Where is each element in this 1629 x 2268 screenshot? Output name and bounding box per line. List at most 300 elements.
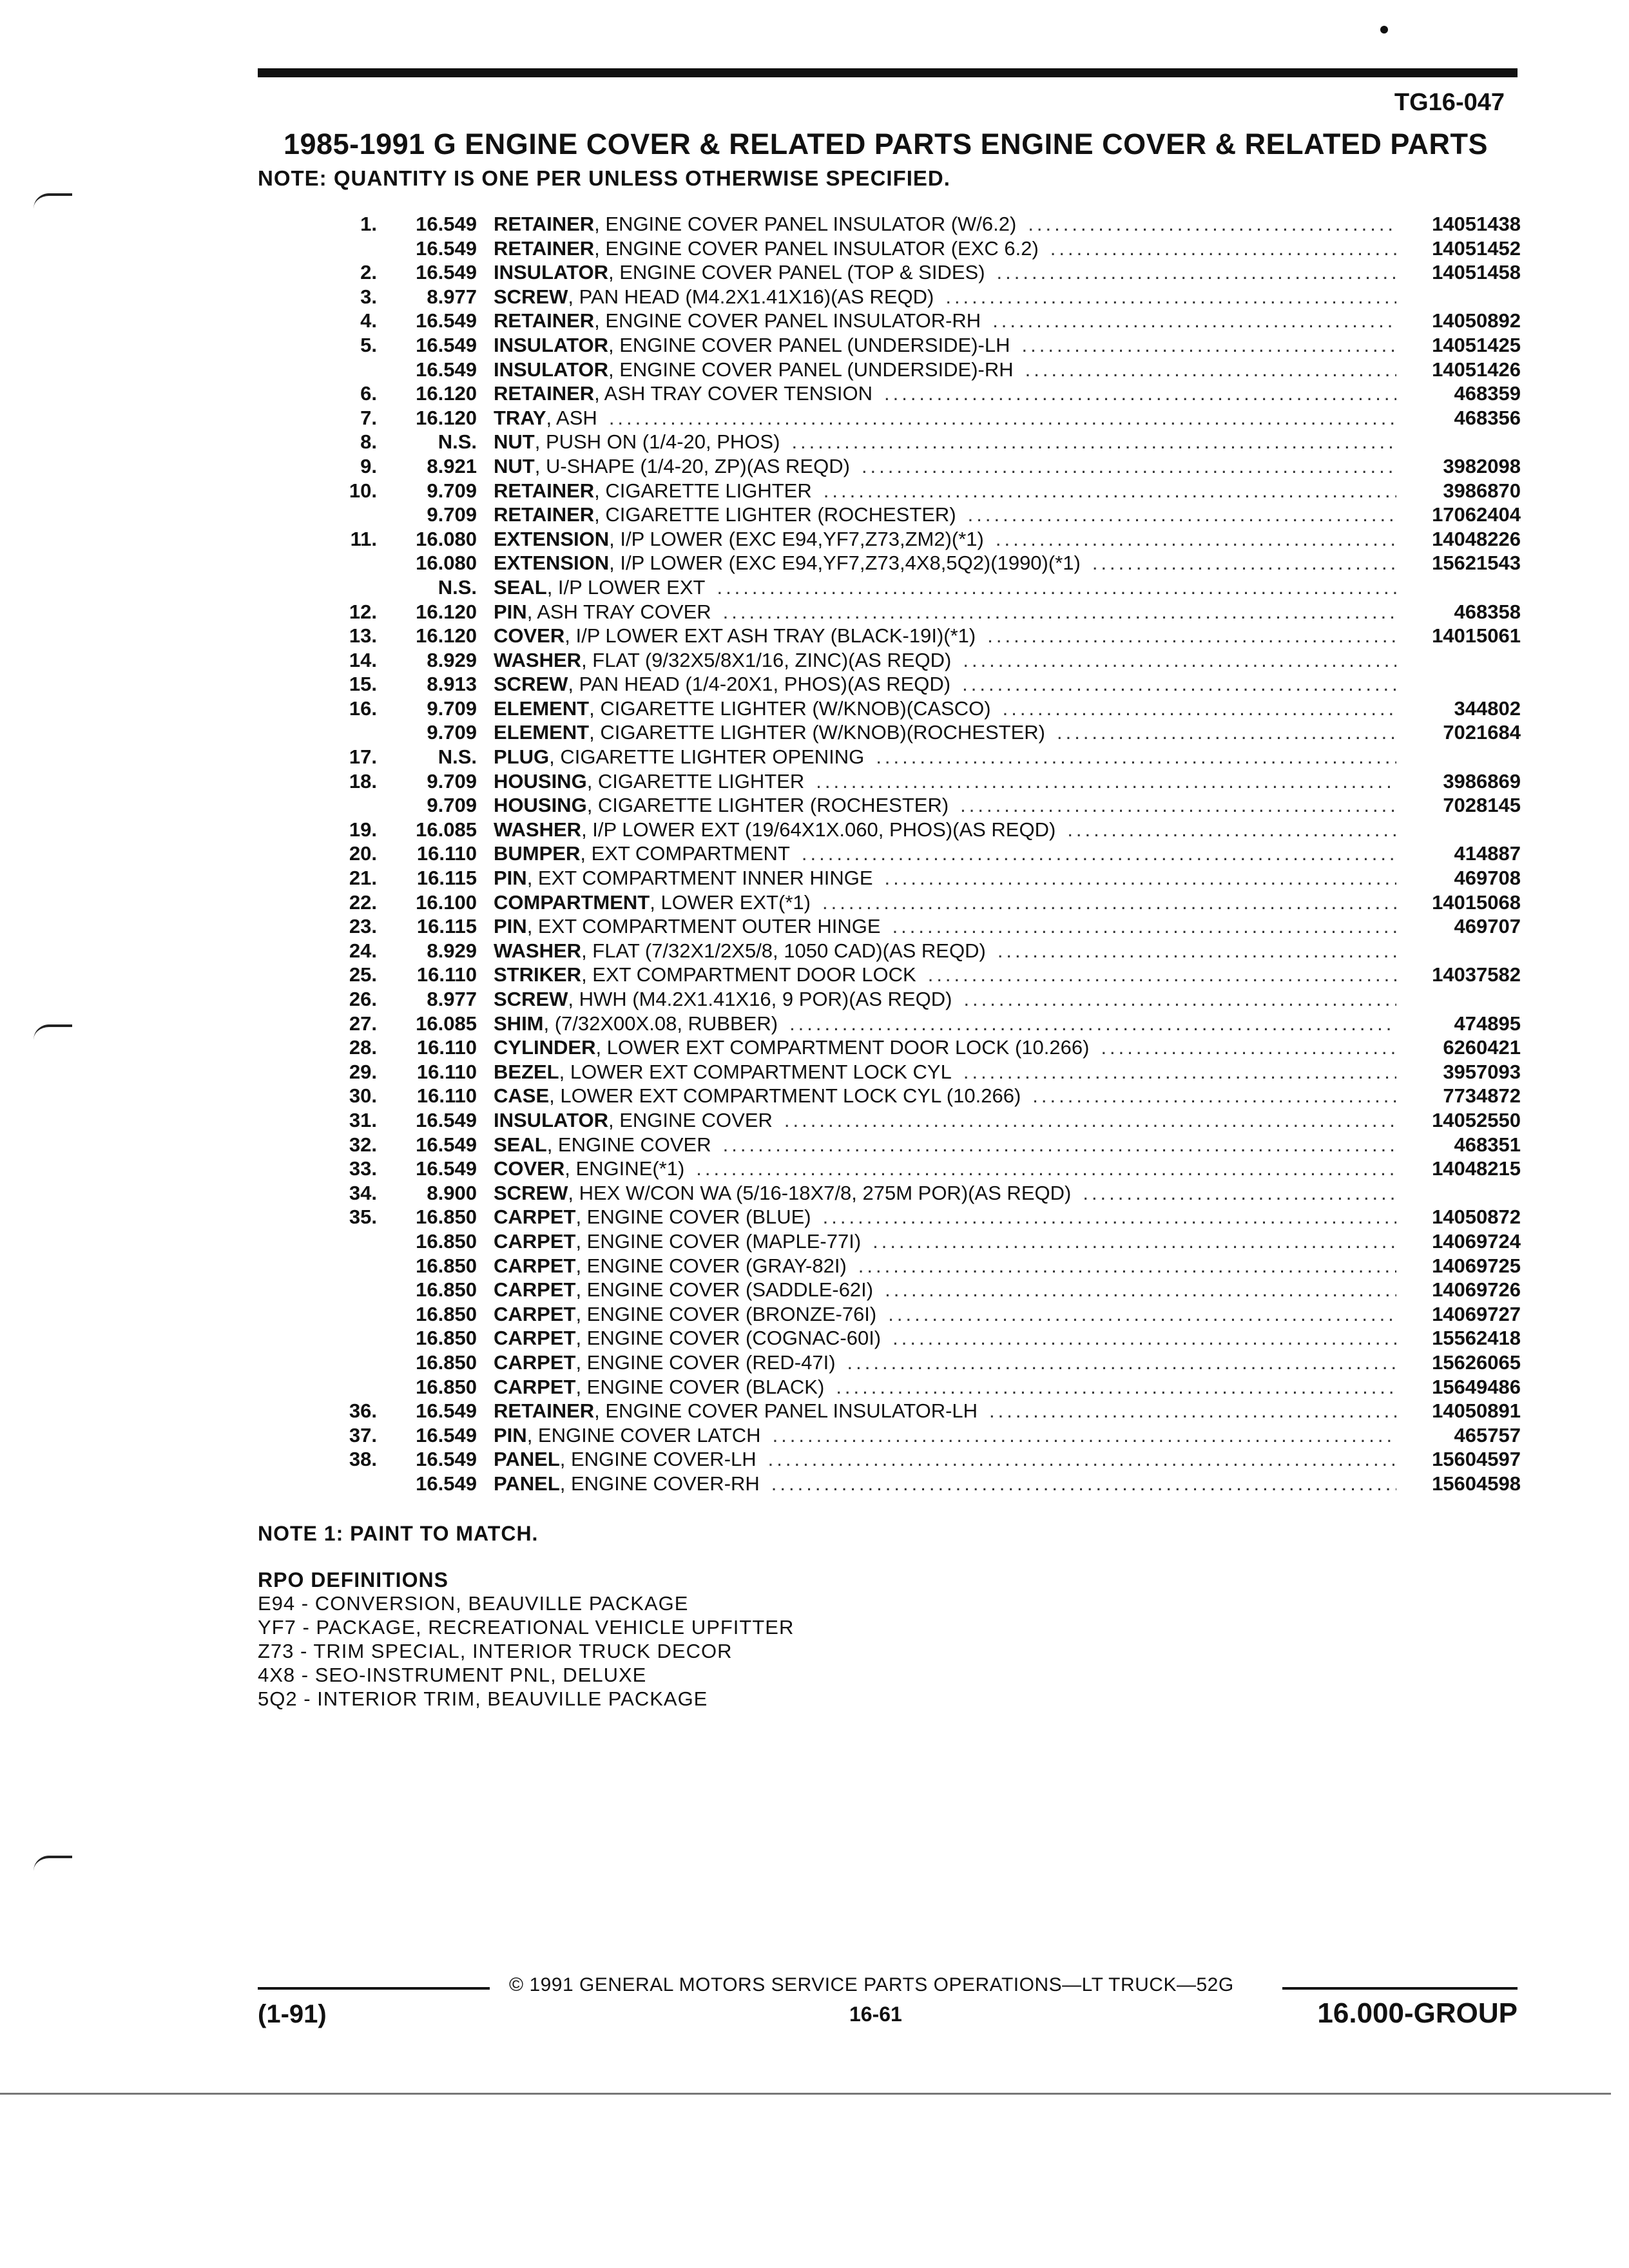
- group-number: 16.850: [416, 1375, 477, 1398]
- part-name: SCREW: [494, 285, 568, 308]
- group-number: 16.549: [416, 333, 477, 356]
- part-number: 465757: [1454, 1423, 1521, 1446]
- leader-dots: [696, 1157, 1396, 1180]
- group-number: 16.115: [416, 915, 477, 938]
- part-name: EXTENSION: [494, 527, 610, 550]
- parts-row: [277, 1157, 1521, 1182]
- leader-dots: [960, 794, 1396, 817]
- part-number: 14051426: [1432, 358, 1521, 381]
- group-number: N.S.: [438, 745, 477, 769]
- rpo-definition: 4X8 - SEO-INSTRUMENT PNL, DELUXE: [258, 1664, 647, 1686]
- group-number: 9.709: [427, 479, 477, 502]
- leader-dots: [791, 430, 1396, 454]
- part-name: SCREW: [494, 1181, 568, 1204]
- part-name: SEAL: [494, 575, 547, 599]
- reference-number: 29.: [349, 1060, 377, 1083]
- leader-dots: [963, 649, 1396, 672]
- part-name: CARPET: [494, 1254, 576, 1277]
- parts-row: [277, 503, 1521, 528]
- parts-row: [277, 455, 1521, 479]
- part-description: [494, 261, 1408, 284]
- group-number: 16.549: [416, 1157, 477, 1180]
- part-detail: , U-SHAPE (1/4-20, ZP)(AS REQD): [534, 454, 850, 477]
- part-detail: , ASH TRAY COVER TENSION: [594, 382, 872, 405]
- part-detail: , CIGARETTE LIGHTER (ROCHESTER): [586, 794, 949, 817]
- reference-number: 9.: [360, 454, 377, 477]
- leader-dots: [876, 745, 1396, 769]
- leader-dots: [824, 479, 1396, 503]
- group-number: 16.549: [416, 1133, 477, 1156]
- part-name: HOUSING: [494, 794, 587, 817]
- part-number: 468356: [1454, 406, 1521, 429]
- parts-row: [277, 261, 1521, 285]
- parts-row: [277, 407, 1521, 431]
- part-description: [494, 1206, 1408, 1229]
- part-number: 468358: [1454, 600, 1521, 623]
- leader-dots: [1032, 1084, 1396, 1108]
- part-detail: , ASH: [546, 406, 597, 429]
- part-description: [494, 1133, 1408, 1157]
- parts-row: [277, 891, 1521, 916]
- leader-dots: [997, 261, 1396, 284]
- leader-dots: [862, 455, 1396, 478]
- part-number: 14051458: [1432, 261, 1521, 284]
- parts-row: [277, 1133, 1521, 1158]
- part-description: [494, 1303, 1408, 1326]
- part-name: RETAINER: [494, 503, 595, 526]
- group-number: 16.850: [416, 1206, 477, 1229]
- part-number: 17062404: [1432, 503, 1521, 526]
- part-detail: , CIGARETTE LIGHTER (W/KNOB)(CASCO): [589, 697, 991, 720]
- part-detail: , ENGINE COVER-LH: [559, 1448, 757, 1471]
- part-name: INSULATOR: [494, 333, 608, 356]
- part-number: 14069725: [1432, 1254, 1521, 1277]
- part-detail: , CIGARETTE LIGHTER (W/KNOB)(ROCHESTER): [589, 721, 1045, 744]
- reference-number: 18.: [349, 769, 377, 793]
- group-number: 8.977: [427, 988, 477, 1010]
- group-number: 16.120: [416, 382, 477, 405]
- top-rule: [258, 68, 1518, 77]
- reference-number: 26.: [349, 988, 377, 1010]
- parts-row: [277, 770, 1521, 794]
- part-description: [494, 407, 1408, 430]
- part-description: [494, 503, 1408, 526]
- part-name: SHIM: [494, 1012, 544, 1035]
- part-name: EXTENSION: [494, 552, 610, 575]
- leader-dots: [1092, 552, 1396, 575]
- group-number: 8.913: [427, 673, 477, 696]
- reference-number: 11.: [350, 527, 377, 550]
- leader-dots: [1028, 213, 1396, 236]
- part-description: [494, 988, 1408, 1011]
- group-number: N.S.: [438, 575, 477, 599]
- reference-number: 34.: [349, 1181, 377, 1204]
- leader-dots: [968, 503, 1396, 526]
- part-description: [494, 842, 1408, 865]
- leader-dots: [885, 867, 1396, 890]
- group-number: 16.850: [416, 1350, 477, 1374]
- part-detail: , ENGINE COVER PANEL (UNDERSIDE)-RH: [608, 358, 1014, 381]
- part-detail: , (7/32X00X.08, RUBBER): [543, 1012, 778, 1035]
- group-number: 16.115: [416, 867, 477, 890]
- part-number: 15604597: [1432, 1448, 1521, 1471]
- part-description: [494, 1012, 1408, 1035]
- reference-number: 30.: [349, 1084, 377, 1108]
- parts-row: [277, 1472, 1521, 1497]
- group-number: 16.549: [416, 1423, 477, 1446]
- leader-dots: [822, 891, 1396, 914]
- parts-row: [277, 528, 1521, 552]
- part-number: 14037582: [1432, 963, 1521, 986]
- part-number: 14050891: [1432, 1399, 1521, 1423]
- bottom-rule: [0, 2093, 1611, 2095]
- part-detail: , ENGINE COVER (GRAY-82I): [575, 1254, 847, 1277]
- part-description: [494, 649, 1408, 672]
- part-number: 15604598: [1432, 1472, 1521, 1495]
- group-number: 16.085: [416, 818, 477, 841]
- part-description: [494, 309, 1408, 332]
- copyright: © 1991 GENERAL MOTORS SERVICE PARTS OPERATIONS—LT TRUCK—52G: [509, 1974, 1234, 1995]
- part-detail: , FLAT (7/32X1/2X5/8, 1050 CAD)(AS REQD): [581, 939, 986, 962]
- footer-rule: [258, 1987, 490, 1990]
- leader-dots: [1083, 1182, 1396, 1205]
- reference-number: 22.: [349, 890, 377, 914]
- parts-row: [277, 818, 1521, 843]
- reference-number: 21.: [349, 867, 377, 890]
- leader-dots: [987, 624, 1396, 648]
- group-number: 16.110: [416, 1036, 477, 1059]
- part-number: 7734872: [1443, 1084, 1521, 1108]
- part-number: 14015061: [1432, 624, 1521, 648]
- part-number: 14069726: [1432, 1278, 1521, 1302]
- rpo-definition: 5Q2 - INTERIOR TRIM, BEAUVILLE PACKAGE: [258, 1687, 708, 1710]
- reference-number: 19.: [349, 818, 377, 841]
- part-detail: , I/P LOWER EXT: [546, 575, 706, 599]
- part-name: BEZEL: [494, 1060, 559, 1083]
- reference-number: 23.: [349, 915, 377, 938]
- group-number: 9.709: [427, 503, 477, 526]
- leader-dots: [1025, 358, 1396, 381]
- part-description: [494, 794, 1408, 817]
- reference-number: 17.: [349, 745, 377, 769]
- group-number: 16.110: [416, 963, 477, 986]
- parts-row: [277, 697, 1521, 722]
- part-name: INSULATOR: [494, 1108, 608, 1131]
- part-name: INSULATOR: [494, 261, 608, 284]
- part-description: [494, 1061, 1408, 1084]
- part-detail: , EXT COMPARTMENT INNER HINGE: [526, 867, 873, 890]
- part-number: 15562418: [1432, 1327, 1521, 1350]
- parts-row: [277, 430, 1521, 455]
- part-number: 468351: [1454, 1133, 1521, 1156]
- part-number: 3957093: [1443, 1060, 1521, 1083]
- leader-dots: [885, 1278, 1396, 1302]
- part-detail: , CIGARETTE LIGHTER: [586, 769, 805, 793]
- part-description: [494, 1157, 1408, 1180]
- parts-row: [277, 963, 1521, 988]
- part-name: COVER: [494, 624, 565, 648]
- part-detail: , ENGINE COVER (RED-47I): [575, 1350, 836, 1374]
- parts-row: [277, 915, 1521, 939]
- part-description: [494, 285, 1408, 309]
- part-name: CARPET: [494, 1375, 576, 1398]
- part-number: 474895: [1454, 1012, 1521, 1035]
- part-name: WASHER: [494, 648, 582, 671]
- part-detail: , LOWER EXT(*1): [650, 890, 811, 914]
- part-detail: , ENGINE COVER LATCH: [526, 1423, 761, 1446]
- part-detail: , LOWER EXT COMPARTMENT DOOR LOCK (10.266): [595, 1036, 1090, 1059]
- parts-row: [277, 673, 1521, 697]
- leader-dots: [773, 1424, 1396, 1447]
- part-name: NUT: [494, 454, 535, 477]
- part-number: 14069724: [1432, 1229, 1521, 1253]
- part-number: 14052550: [1432, 1108, 1521, 1131]
- part-number: 7028145: [1443, 794, 1521, 817]
- parts-row: [277, 794, 1521, 818]
- leader-dots: [1057, 721, 1396, 744]
- part-detail: , I/P LOWER (EXC E94,YF7,Z73,ZM2)(*1): [609, 527, 984, 550]
- reference-number: 8.: [360, 430, 377, 454]
- part-description: [494, 915, 1408, 938]
- part-detail: , ENGINE COVER PANEL (TOP & SIDES): [608, 261, 985, 284]
- leader-dots: [802, 842, 1396, 865]
- part-number: 14051452: [1432, 236, 1521, 260]
- reference-number: 28.: [349, 1036, 377, 1059]
- leader-dots: [1101, 1036, 1396, 1059]
- parts-row: [277, 479, 1521, 504]
- leader-dots: [768, 1448, 1396, 1471]
- part-name: PIN: [494, 1423, 527, 1446]
- leader-dots: [928, 963, 1396, 986]
- part-name: CYLINDER: [494, 1036, 596, 1059]
- leader-dots: [816, 770, 1396, 793]
- reference-number: 37.: [349, 1423, 377, 1446]
- part-description: [494, 334, 1408, 357]
- reference-number: 27.: [349, 1012, 377, 1035]
- parts-row: [277, 1084, 1521, 1109]
- reference-number: 32.: [349, 1133, 377, 1156]
- part-detail: , PUSH ON (1/4-20, PHOS): [534, 430, 780, 454]
- part-number: 414887: [1454, 842, 1521, 865]
- parts-row: [277, 939, 1521, 964]
- leader-dots: [609, 407, 1396, 430]
- part-description: [494, 213, 1408, 236]
- part-number: 14051438: [1432, 213, 1521, 235]
- part-detail: , ENGINE COVER (COGNAC-60I): [575, 1327, 882, 1350]
- part-description: [494, 528, 1408, 551]
- part-number: 15649486: [1432, 1375, 1521, 1398]
- part-detail: , I/P LOWER EXT (19/64X1X.060, PHOS)(AS REQD): [581, 818, 1056, 841]
- reference-number: 24.: [349, 939, 377, 962]
- parts-row: [277, 721, 1521, 745]
- doc-code: TG16-047: [1394, 89, 1505, 116]
- leader-dots: [996, 528, 1396, 551]
- leader-dots: [784, 1109, 1396, 1132]
- part-detail: , EXT COMPARTMENT DOOR LOCK: [581, 963, 916, 986]
- reference-number: 13.: [349, 624, 377, 648]
- leader-dots: [963, 988, 1396, 1011]
- parts-row: [277, 624, 1521, 649]
- part-name: CASE: [494, 1084, 550, 1108]
- part-detail: , ENGINE COVER (BLUE): [575, 1206, 811, 1229]
- part-number: 14050892: [1432, 309, 1521, 332]
- part-description: [494, 1327, 1408, 1350]
- part-name: INSULATOR: [494, 358, 608, 381]
- punch-hole-mark: [34, 193, 72, 209]
- group-number: 9.709: [427, 721, 477, 744]
- part-description: [494, 624, 1408, 648]
- reference-number: 15.: [349, 673, 377, 696]
- part-name: RETAINER: [494, 1399, 595, 1423]
- part-detail: , ENGINE COVER (SADDLE-62I): [575, 1278, 874, 1302]
- page-title: 1985-1991 G ENGINE COVER & RELATED PARTS ENGINE COVER & RELATED PARTS: [284, 128, 1488, 160]
- part-description: [494, 1376, 1408, 1399]
- group-number: 16.850: [416, 1254, 477, 1277]
- parts-row: [277, 1376, 1521, 1400]
- part-detail: , I/P LOWER (EXC E94,YF7,Z73,4X8,5Q2)(1990)(*1): [609, 552, 1081, 575]
- part-description: [494, 576, 1408, 599]
- parts-row: [277, 601, 1521, 625]
- leader-dots: [945, 285, 1396, 309]
- part-description: [494, 1351, 1408, 1374]
- part-name: CARPET: [494, 1229, 576, 1253]
- parts-row: [277, 842, 1521, 867]
- part-number: 15626065: [1432, 1350, 1521, 1374]
- reference-number: 35.: [349, 1206, 377, 1229]
- reference-number: 38.: [349, 1448, 377, 1471]
- part-description: [494, 1230, 1408, 1253]
- rpo-definition: YF7 - PACKAGE, RECREATIONAL VEHICLE UPFITTER: [258, 1616, 795, 1639]
- group-number: 16.850: [416, 1229, 477, 1253]
- part-name: ELEMENT: [494, 697, 590, 720]
- group-number: 16.549: [416, 309, 477, 332]
- reference-number: 10.: [349, 479, 377, 502]
- part-name: COMPARTMENT: [494, 890, 650, 914]
- group-number: 16.850: [416, 1302, 477, 1325]
- leader-dots: [989, 1399, 1396, 1423]
- part-detail: , ENGINE COVER (BLACK): [575, 1375, 825, 1398]
- leader-dots: [892, 915, 1396, 938]
- group-number: 16.549: [416, 1472, 477, 1495]
- reference-number: 4.: [360, 309, 377, 332]
- part-description: [494, 673, 1408, 696]
- parts-row: [277, 334, 1521, 358]
- part-number: 7021684: [1443, 721, 1521, 744]
- part-name: BUMPER: [494, 842, 581, 865]
- part-name: PIN: [494, 867, 527, 890]
- parts-row: [277, 552, 1521, 576]
- part-detail: , ENGINE COVER-RH: [559, 1472, 760, 1495]
- parts-row: [277, 1303, 1521, 1327]
- group-number: N.S.: [438, 430, 477, 454]
- part-detail: , I/P LOWER EXT ASH TRAY (BLACK-19I)(*1): [564, 624, 976, 648]
- reference-number: 33.: [349, 1157, 377, 1180]
- parts-row: [277, 358, 1521, 383]
- date-code: (1-91): [258, 2000, 327, 2028]
- parts-row: [277, 1399, 1521, 1424]
- part-name: PANEL: [494, 1448, 560, 1471]
- part-description: [494, 1472, 1408, 1495]
- part-name: COVER: [494, 1157, 565, 1180]
- part-detail: , PAN HEAD (1/4-20X1, PHOS)(AS REQD): [568, 673, 951, 696]
- part-number: 15621543: [1432, 552, 1521, 575]
- part-name: CARPET: [494, 1206, 576, 1229]
- paint-note: NOTE 1: PAINT TO MATCH.: [258, 1522, 539, 1545]
- part-name: RETAINER: [494, 236, 595, 260]
- part-detail: , EXT COMPARTMENT OUTER HINGE: [526, 915, 881, 938]
- reference-number: 16.: [349, 697, 377, 720]
- parts-row: [277, 1182, 1521, 1206]
- part-detail: , EXT COMPARTMENT: [580, 842, 790, 865]
- part-detail: , ENGINE COVER PANEL INSULATOR-RH: [594, 309, 981, 332]
- group-number: 16.120: [416, 624, 477, 648]
- leader-dots: [836, 1376, 1396, 1399]
- parts-row: [277, 1061, 1521, 1085]
- part-description: [494, 237, 1408, 260]
- part-number: 3986870: [1443, 479, 1521, 502]
- reference-number: 3.: [360, 285, 377, 308]
- punch-hole-mark: [34, 1024, 72, 1040]
- leader-dots: [892, 1327, 1396, 1350]
- part-number: 14050872: [1432, 1206, 1521, 1229]
- leader-dots: [1022, 334, 1396, 357]
- part-name: RETAINER: [494, 479, 595, 502]
- reference-number: 2.: [360, 261, 377, 284]
- rpo-definition: E94 - CONVERSION, BEAUVILLE PACKAGE: [258, 1592, 689, 1615]
- leader-dots: [998, 939, 1396, 963]
- parts-row: [277, 1424, 1521, 1448]
- part-name: WASHER: [494, 818, 582, 841]
- leader-dots: [1050, 237, 1396, 260]
- parts-row: [277, 1012, 1521, 1037]
- parts-row: [277, 1036, 1521, 1061]
- part-number: 14015068: [1432, 890, 1521, 914]
- part-description: [494, 1036, 1408, 1059]
- leader-dots: [723, 601, 1396, 624]
- part-name: PANEL: [494, 1472, 560, 1495]
- part-number: 469708: [1454, 867, 1521, 890]
- part-number: 3986869: [1443, 769, 1521, 793]
- parts-row: [277, 213, 1521, 237]
- parts-row: [277, 285, 1521, 310]
- part-name: SCREW: [494, 673, 568, 696]
- reference-number: 5.: [360, 333, 377, 356]
- part-name: SCREW: [494, 988, 568, 1010]
- part-number: 3982098: [1443, 454, 1521, 477]
- group-number: 16.085: [416, 1012, 477, 1035]
- part-detail: , ENGINE COVER: [608, 1108, 773, 1131]
- part-detail: , PAN HEAD (M4.2X1.41X16)(AS REQD): [568, 285, 934, 308]
- leader-dots: [962, 673, 1396, 696]
- reference-number: 1.: [360, 213, 377, 235]
- leader-dots: [823, 1206, 1396, 1229]
- part-name: PIN: [494, 600, 527, 623]
- ink-dot: [1380, 26, 1388, 34]
- parts-row: [277, 649, 1521, 673]
- leader-dots: [717, 576, 1396, 599]
- part-description: [494, 1399, 1408, 1423]
- part-detail: , ENGINE COVER: [546, 1133, 711, 1156]
- part-name: PIN: [494, 915, 527, 938]
- group-number: 16.080: [416, 552, 477, 575]
- part-description: [494, 430, 1408, 454]
- part-description: [494, 358, 1408, 381]
- part-detail: , LOWER EXT COMPARTMENT LOCK CYL: [559, 1060, 952, 1083]
- part-name: TRAY: [494, 406, 546, 429]
- leader-dots: [872, 1230, 1396, 1253]
- punch-hole-mark: [34, 1856, 72, 1871]
- part-name: CARPET: [494, 1302, 576, 1325]
